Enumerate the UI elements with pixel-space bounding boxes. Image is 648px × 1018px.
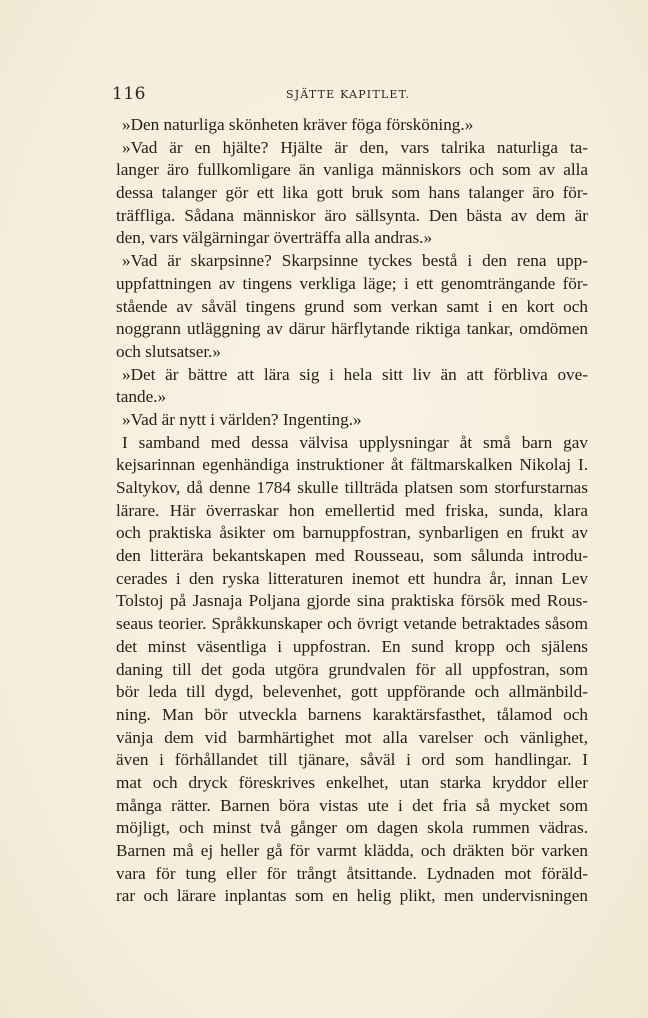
text-line: träffliga. Sådana människor äro sällsynta. Den bästa av dem är xyxy=(116,205,588,225)
body-text xyxy=(116,114,588,908)
text-line: noggrann utläggning av därur härflytande riktiga tankar, omdömen xyxy=(116,319,588,339)
text-line: stående av såväl tingens grund som verkan samt i en kort och xyxy=(116,296,588,316)
text-line: tande.» xyxy=(116,387,167,407)
text-line: ning. Man bör utveckla barnens karaktärsfasthet, tålamod och xyxy=(116,704,588,724)
text-line: Barnen må ej heller gå för varmt klädda, och dräkten bör varken xyxy=(116,841,588,860)
text-line: »Den naturliga skönheten kräver föga försköning.» xyxy=(122,115,474,134)
text-line: Saltykov, då denne 1784 skulle tillträda platsen som storfurstarnas xyxy=(116,478,588,497)
text-line: »Vad är nytt i världen? Ingenting.» xyxy=(122,409,362,429)
text-line: »Vad är skarpsinne? Skarpsinne tyckes bestå i den rena upp- xyxy=(122,251,588,271)
text-line: dessa talanger gör ett lika gott bruk som hans talanger äro för- xyxy=(116,183,588,203)
text-line: den, vars välgärningar överträffa alla andras.» xyxy=(116,228,433,248)
text-line: lärare. Här överraskar hon emellertid med friska, sunda, klara xyxy=(116,500,588,520)
text-line: kejsarinnan egenhändiga instruktioner åt fältmarskalken Nikolaj I. xyxy=(116,455,588,475)
text-line: rar och lärare inplantas som en helig plikt, men undervisningen xyxy=(116,886,588,906)
text-line: den litterära bekantskapen med Rousseau, som sålunda introdu- xyxy=(116,546,588,566)
text-line: seaus teorier. Språkkunskaper och övrigt vetande betraktades såsom xyxy=(116,614,588,634)
page-number: 116 xyxy=(112,84,146,104)
text-line: »Det är bättre att lära sig i hela sitt liv än att förbliva ove- xyxy=(122,364,588,384)
text-line: även i förhållandet till tjänare, såväl i ord som handlingar. I xyxy=(116,750,588,770)
text-line: och praktiska åsikter om barnuppfostran, synbarligen en frukt av xyxy=(116,523,588,543)
text-line: uppfattningen av tingens verkliga läge; i ett genomträngande för- xyxy=(116,273,588,293)
running-head: SJÄTTE KAPITLET. xyxy=(286,88,411,101)
text-line: cerades i den ryska litteraturen inemot ett hundra år, innan Lev xyxy=(116,568,588,588)
text-line: möjligt, och minst två gånger om dagen skola rummen vädras. xyxy=(116,818,588,838)
text-line: vänja dem vid barmhärtighet mot alla varelser och vänlighet, xyxy=(116,727,588,747)
text-line: daning till det goda utgöra grundvalen för all uppfostran, som xyxy=(116,659,588,679)
text-line: och slutsatser.» xyxy=(116,341,222,361)
page-header xyxy=(112,84,542,106)
text-line: vara för tung eller för trångt åtsittande. Lydnaden mot föräld- xyxy=(116,863,588,883)
text-line: Tolstoj på Jasnaja Poljana gjorde sina praktiska försök med Rous- xyxy=(116,591,588,611)
text-line: det minst väsentliga i uppfostran. En sund kropp och själens xyxy=(116,636,588,656)
text-line: mat och dryck föreskrives enkelhet, utan starka kryddor eller xyxy=(116,772,588,792)
text-line: langer äro fullkomligare än vanliga människors och som av alla xyxy=(116,160,588,180)
text-line: »Vad är en hjälte? Hjälte är den, vars talrika naturliga ta- xyxy=(122,137,588,157)
text-line: många rätter. Barnen böra vistas ute i det fria så mycket som xyxy=(116,795,588,815)
text-line: bör leda till dygd, belevenhet, gott uppförande och allmänbild- xyxy=(116,682,588,702)
text-line: I samband med dessa välvisa upplysningar åt små barn gav xyxy=(122,432,588,452)
